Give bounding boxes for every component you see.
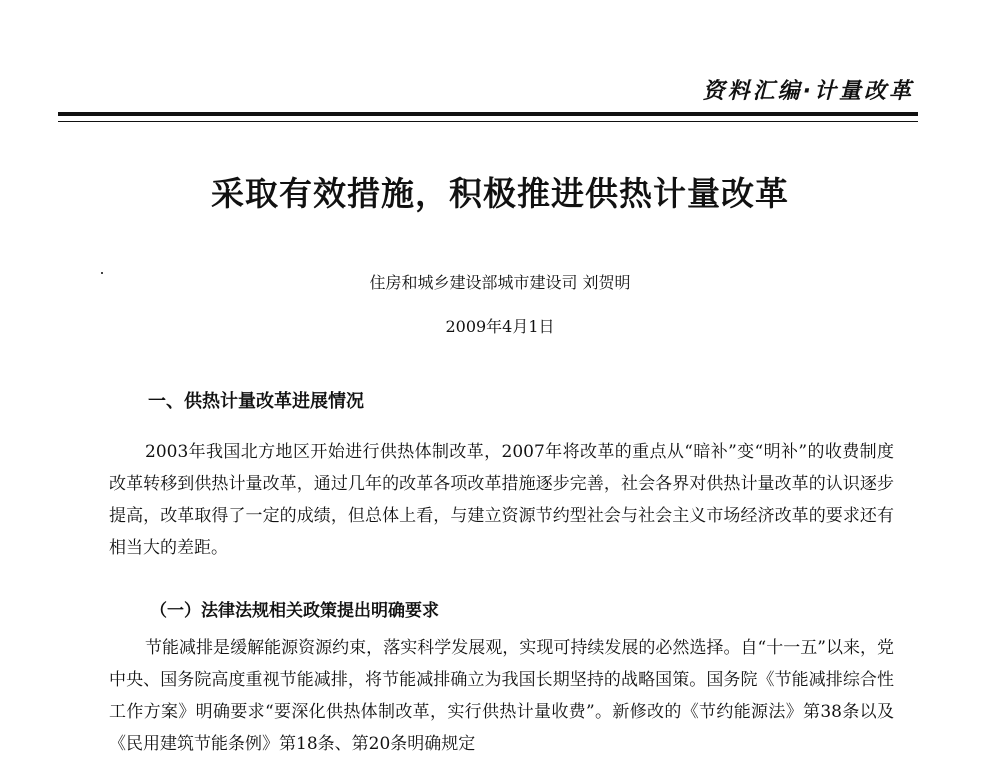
paragraph-1: 2003年我国北方地区开始进行供热体制改革，2007年将改革的重点从“暗补”变“明补”的收费制度改革转移到供热计量改革，通过几年的改革各项改革措施逐步完善，社会各界对供热计量改革的认识逐步提高，改革取得了一定的成绩，但总体上看，与建立资源节约型社会与社会主义市场经济改革的要求还有相当大的差距。	[109, 442, 894, 558]
article-author: 住房和城乡建设部城市建设司 刘贺明	[369, 273, 631, 292]
header-rule-thick	[58, 112, 918, 116]
subsection-heading: （一）法律法规相关政策提出明确要求	[150, 601, 439, 621]
header-section-label: 资料汇编·计量改革	[702, 79, 914, 104]
article-date: 2009年4月1日	[445, 317, 555, 336]
paragraph-2: 节能减排是缓解能源资源约束，落实科学发展观，实现可持续发展的必然选择。自“十一五”以来，党中央、国务院高度重视节能减排，将节能减排确立为我国长期坚持的战略国策。国务院《节能减排综合性工作方案》明确要求“要深化供热体制改革，实行供热计量收费”。新修改的《节约能源法》第38条以及《民用建筑节能条例》第18条、第20条明确规定	[109, 638, 894, 754]
section-heading: 一、供热计量改革进展情况	[148, 391, 364, 412]
header-rule-thin	[58, 121, 918, 122]
article-title: 采取有效措施，积极推进供热计量改革	[211, 174, 789, 213]
